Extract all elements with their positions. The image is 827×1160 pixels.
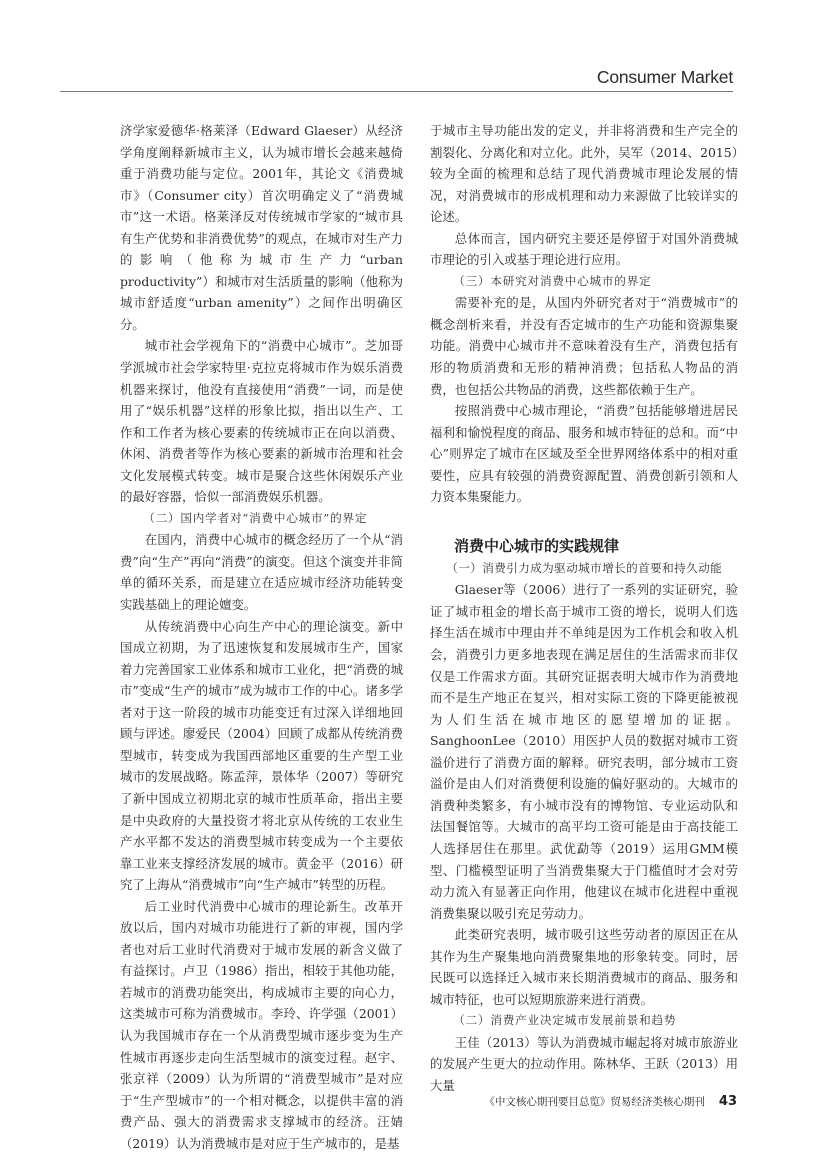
paragraph: 济学家爱德华·格莱泽（Edward Glaeser）从经济学角度阐释新城市主义，认为城市增长会越来越倚重于消费功能与定位。2001年，其论文《消费城市》（Consumer city）首次明确定义了“消费城市”这一术语。格莱泽反对传统城市学家的“城市具有生产优势和非消费优势”的观点，在城市对生产力的影响（他称为城市生产力“urban productivity”）和城市对生活质量的影响（他称为城市舒适度“urban amenity”）之间作出明确区分。 [120,123,403,332]
header-section-title: Consumer Market [596,67,733,87]
journal-name: 《中文核心期刊要目总览》贸易经济类核心期刊 [484,1096,705,1108]
page-number: 43 [718,1094,737,1109]
paragraph: 按照消费中心城市理论，“消费”包括能够增进居民福利和愉悦程度的商品、服务和城市特征的总和。而“中心”则界定了城市在区域及至全世界网络体系中的相对重要性，应具有较强的消费资源配置、消费创新引领和人力资本集聚能力。 [430,403,738,505]
paragraph: 此类研究表明，城市吸引这些劳动者的原因正在从其作为生产聚集地向消费聚集地的形象转变。同时，居民既可以选择迁入城市来长期消费城市的商品、服务和城市特征，也可以短期旅游来进行消费。 [430,927,738,1007]
paragraph: 在国内，消费中心城市的概念经历了一个从“消费”向“生产”再向“消费”的演变。但这个演变并非简单的循环关系，而是建立在适应城市经济功能转变实践基础上的理论嬗变。 [120,532,403,613]
right-column [430,120,738,1097]
subheading: （一）消费引力成为驱动城市增长的首要和持久动能 [446,560,723,575]
paragraph: 需要补充的是，从国内外研究者对于“消费城市”的概念剖析来看，并没有否定城市的生产功能和资源集聚功能。消费中心城市并不意味着没有生产，消费包括有形的物质消费和无形的精神消费；包括私人物品的消费，也包括公共物品的消费，这些都依赖于生产。 [430,295,738,397]
paragraph: 城市社会学视角下的“消费中心城市”。芝加哥学派城市社会学家特里·克拉克将城市作为娱乐消费机器来探讨，他没有直接使用“消费”一词，而是使用了“娱乐机器”这样的形象比拟，指出以生产、工作和工作者为核心要素的传统城市正在向以消费、休闲、消费者等作为核心要素的新城市治理和社会文化发展模式转变。城市是聚合这些休闲娱乐产业的最好容器，恰似一部消费娱乐机器。 [120,338,403,505]
paragraph: 后工业时代消费中心城市的理论新生。改革开放以后，国内对城市功能进行了新的审视，国内学者也对后工业时代消费对于城市发展的新含义做了有益探讨。卢卫（1986）指出，相较于其他功能，若城市的消费功能突出，构成城市主要的向心力，这类城市可称为消费城市。李玲、许学强（2001）认为我国城市存在一个从消费型城市逐步变为生产性城市再逐步走向生活型城市的演变过程。赵宇、张京祥（2009）认为所谓的“消费型城市”是对应于“生产型城市”的一个相对概念，以提供丰富的消费产品、强大的消费需求支撑城市的经济。汪婧（2019）认为消费城市是对应于生产城市的，是基 [120,898,403,1151]
paragraph: 王佳（2013）等认为消费城市崛起将对城市旅游业的发展产生更大的拉动作用。陈林华、王跃（2013）用大量 [430,1034,738,1093]
left-column [120,120,403,1154]
paragraph: 于城市主导功能出发的定义，并非将消费和生产完全的割裂化、分离化和对立化。此外，吴军（2014、2015）较为全面的梳理和总结了现代消费城市理论发展的情况，对消费城市的形成机理和动力来源做了比较详实的论述。 [430,123,738,225]
subheading: （二）消费产业决定城市发展前景和趋势 [453,1013,677,1028]
section-title: 消费中心城市的实践规律 [454,536,620,555]
subheading: （二）国内学者对“消费中心城市”的界定 [143,510,368,525]
paragraph: 总体而言，国内研究主要还是停留于对国外消费城市理论的引入或基于理论进行应用。 [430,230,738,268]
page-footer [484,1094,737,1109]
paragraph: Glaeser等（2006）进行了一系列的实证研究，验证了城市租金的增长高于城市工资的增长，说明人们选择生活在城市中理由并不单纯是因为工作机会和收入机会，消费引力更多地表现在满足居住的生活需求而非仅仅是工作需求方面。其研究证据表明大城市作为消费地而不是生产地正在复兴，相对实际工资的下降更能被视为人们生活在城市地区的愿望增加的证据。SanghoonLee（2010）用医护人员的数据对城市工资溢价进行了消费方面的解释。研究表明，部分城市工资溢价是由人们对消费便利设施的偏好驱动的。大城市的消费种类繁多，有小城市没有的博物馆、专业运动队和法国餐馆等。大城市的高平均工资可能是由于高技能工人选择居住在那里。武优勐等（2019）运用GMM模型、门槛模型证明了当消费集聚大于门槛值时才会对劳动力流入有显著正向作用，他建议在城市化进程中重视消费集聚以吸引充足劳动力。 [430,582,738,921]
subheading: （三）本研究对消费中心城市的界定 [453,273,652,288]
paragraph: 从传统消费中心向生产中心的理论演变。新中国成立初期，为了迅速恢复和发展城市生产，国家着力完善国家工业体系和城市工业化，把“消费的城市”变成“生产的城市”成为城市工作的中心。诸多学者对于这一阶段的城市功能变迁有过深入详细地回顾与评述。廖爱民（2004）回顾了成都从传统消费型城市，转变成为我国西部地区重要的生产型工业城市的发展战略。陈孟萍，景体华（2007）等研究了新中国成立初期北京的城市性质革命，指出主要是中央政府的大量投资才将北京从传统的工农业生产水平都不发达的消费型城市转变成为一个主要依靠工业来支撑经济发展的城市。黄金平（2016）研究了上海从“消费城市”向“生产城市”转型的历程。 [120,618,403,893]
running-header [60,66,733,92]
